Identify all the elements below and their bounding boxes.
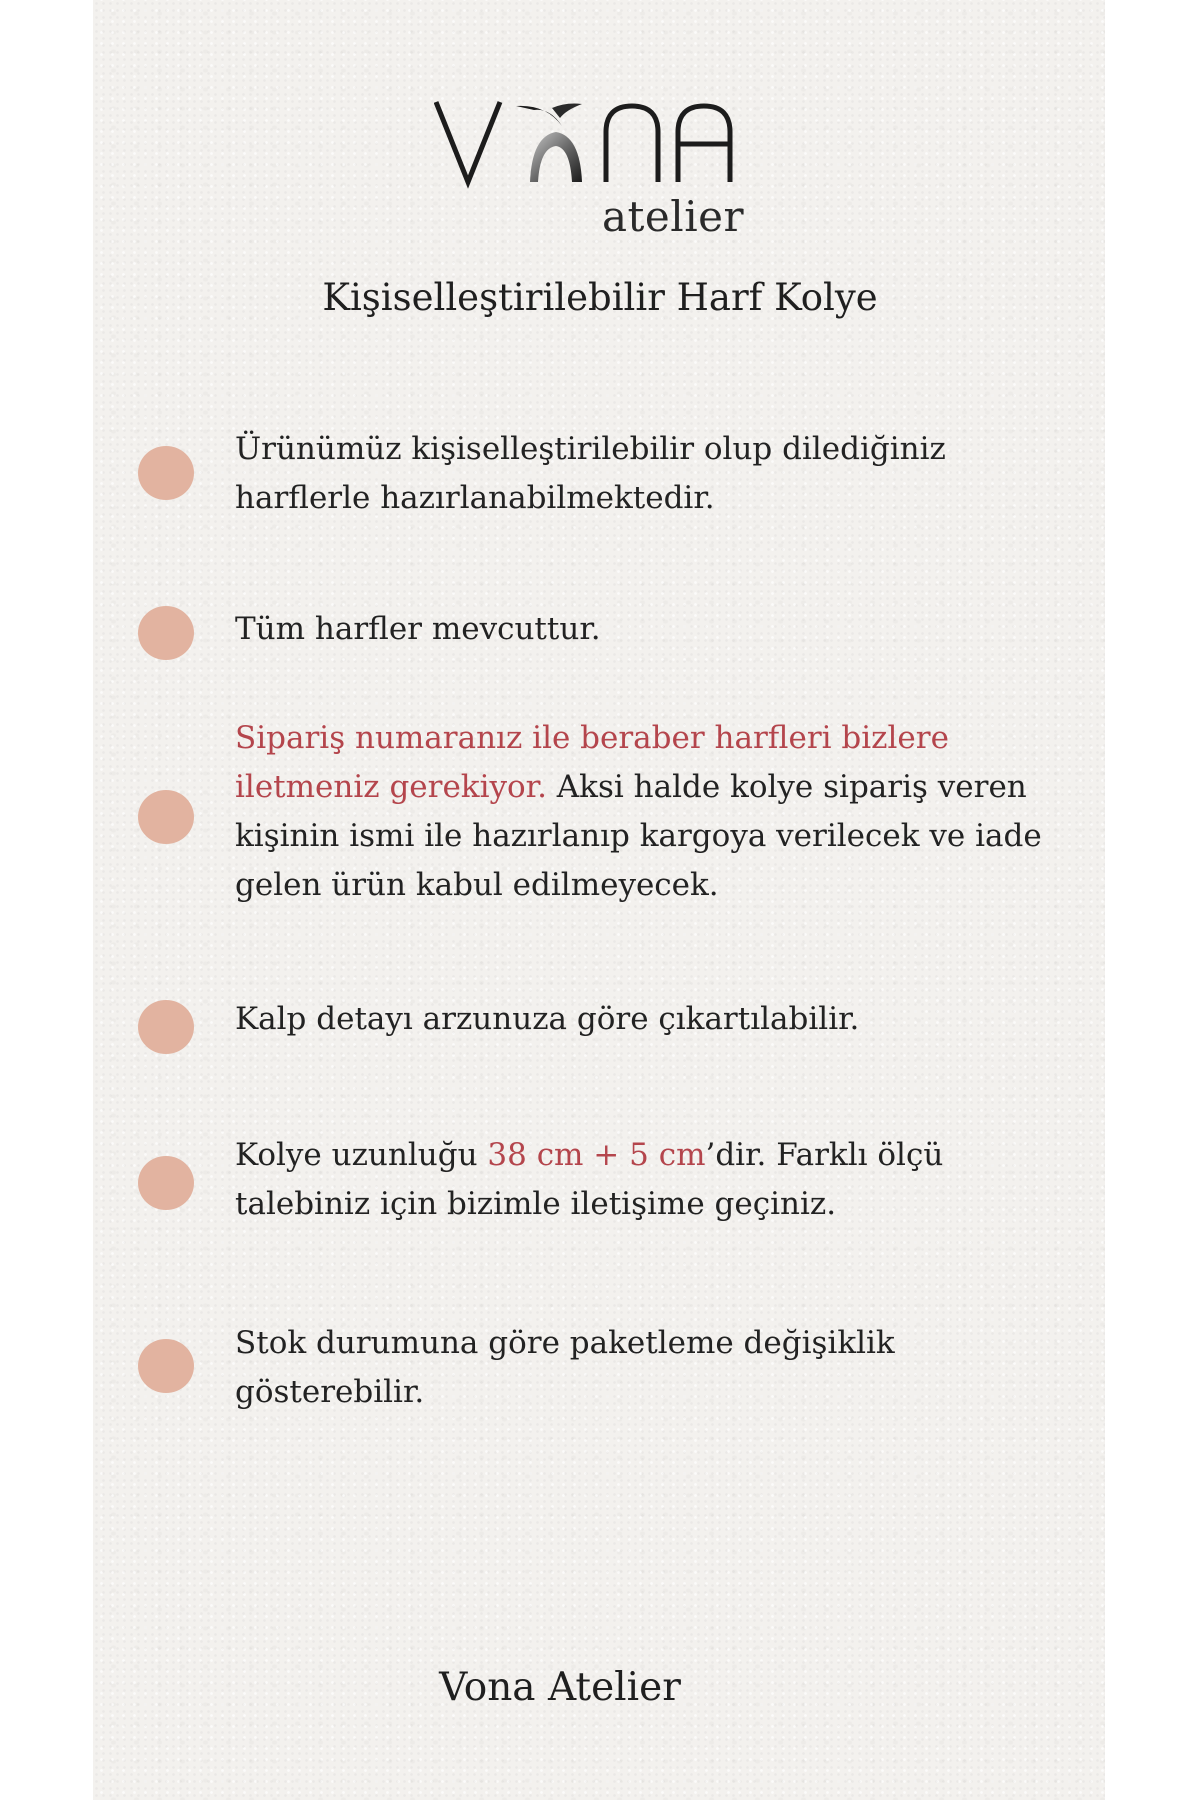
item-text: Tüm harfler mevcuttur. [235,611,601,647]
page-title: Kişiselleştirilebilir Harf Kolye [322,276,878,319]
bullet-dot [138,790,194,844]
bullet-dot [138,606,194,660]
item-highlight: Sipariş numaranız ile beraber harfleri bizlere iletmeniz gerekiyor. [235,720,949,805]
item-text: Kalp detayı arzunuza göre çıkartılabilir. [235,1001,860,1037]
item-text: Ürünümüz kişiselleştirilebilir olup dilediğiniz harflerle hazırlanabilmektedir. [235,431,946,516]
item-text-post: ’dir. Farklı ölçü talebiniz için bizimle iletişime geçiniz. [235,1137,944,1222]
item-text [235,714,1075,910]
footer-brand: Vona Atelier [439,1665,681,1710]
item-text: Stok durumuna göre paketleme değişiklik gösterebilir. [235,1325,895,1410]
logo-wordmark [434,96,734,196]
bullet-dot [138,1000,194,1054]
logo-subtitle: atelier [602,192,745,241]
item-text [235,1131,1075,1229]
item-highlight: 38 cm + 5 cm [487,1137,706,1173]
bullet-dot [138,446,194,500]
item-text-rest: Aksi halde kolye sipariş veren kişinin ismi ile hazırlanıp kargoya verilecek ve iade gelen ürün kabul edilmeyecek. [235,769,1042,903]
bullet-dot [138,1156,194,1210]
item-text-pre: Kolye uzunluğu [235,1137,488,1173]
bullet-dot [138,1339,194,1393]
